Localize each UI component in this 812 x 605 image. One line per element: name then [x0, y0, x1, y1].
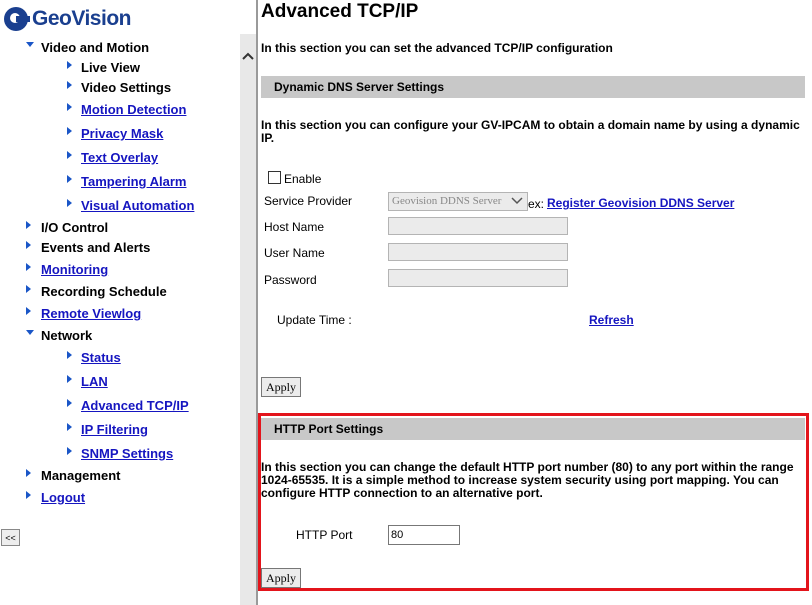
update-time-label: Update Time : [277, 313, 352, 327]
register-ddns-link[interactable]: Register Geovision DDNS Server [547, 196, 735, 210]
http-port-label: HTTP Port [296, 528, 353, 542]
caret-right-icon [67, 351, 72, 359]
sidebar-item-label: Events and Alerts [41, 240, 151, 255]
ddns-section-header [261, 76, 805, 98]
ddns-section-title: Dynamic DNS Server Settings [274, 80, 445, 94]
chevron-down-icon [511, 196, 523, 206]
brand-name: GeoVision [32, 7, 131, 30]
sidebar-item-label: LAN [81, 374, 108, 389]
page-title: Advanced TCP/IP [261, 1, 419, 22]
service-provider-select[interactable] [388, 192, 528, 211]
enable-checkbox[interactable] [268, 171, 281, 184]
sidebar-item-label: Motion Detection [81, 102, 187, 117]
password-label: Password [264, 273, 317, 287]
sidebar-item-label: Logout [41, 490, 86, 505]
sidebar-item-label: Remote Viewlog [41, 306, 142, 321]
http-section-title: HTTP Port Settings [274, 422, 384, 436]
http-port-field[interactable]: 80 [388, 525, 460, 545]
http-description: In this section you can change the default HTTP port number (80) to any port within the range 1024-65535. It is a simple method to increase system security using port mapping. You can configure HTTP connection to an alternative port. [261, 460, 794, 500]
caret-right-icon [26, 307, 31, 315]
geovision-logo [4, 4, 131, 34]
sidebar-item-label: Video Settings [81, 80, 172, 95]
user-name-label: User Name [264, 246, 325, 260]
service-provider-label: Service Provider [264, 194, 353, 208]
refresh-link[interactable]: Refresh [589, 313, 634, 327]
caret-right-icon [67, 447, 72, 455]
sidebar-item-label: Visual Automation [81, 198, 195, 213]
sidebar-item-label: Advanced TCP/IP [81, 398, 189, 413]
caret-right-icon [67, 151, 72, 159]
intro-text: In this section you can set the advanced TCP/IP configuration [261, 41, 613, 55]
caret-down-icon [26, 330, 34, 335]
service-provider-value: Geovision DDNS Server [392, 195, 502, 207]
caret-right-icon [67, 199, 72, 207]
caret-right-icon [26, 221, 31, 229]
sidebar-item-label: Status [81, 350, 121, 365]
caret-down-icon [26, 42, 34, 47]
sidebar-item-label: Monitoring [41, 262, 109, 277]
sidebar-item-label: Tampering Alarm [81, 174, 187, 189]
collapse-sidebar-button[interactable]: << [1, 529, 20, 546]
http-apply-button[interactable]: Apply [261, 568, 301, 588]
sidebar-scrollbar[interactable] [240, 34, 256, 605]
sidebar-item-label: Recording Schedule [41, 284, 167, 299]
scroll-up-arrow-icon[interactable] [240, 48, 256, 64]
caret-right-icon [67, 423, 72, 431]
caret-right-icon [67, 103, 72, 111]
sidebar-item-label: Network [41, 328, 93, 343]
sidebar-item-label: IP Filtering [81, 422, 148, 437]
caret-right-icon [26, 241, 31, 249]
enable-label: Enable [284, 172, 322, 186]
caret-right-icon [26, 469, 31, 477]
password-field[interactable] [388, 269, 568, 287]
caret-right-icon [26, 285, 31, 293]
caret-right-icon [67, 61, 72, 69]
geovision-logo-icon [4, 7, 28, 31]
ddns-apply-button[interactable]: Apply [261, 377, 301, 397]
caret-right-icon [26, 263, 31, 271]
user-name-field[interactable] [388, 243, 568, 261]
ex-label: ex: [528, 197, 545, 211]
caret-right-icon [67, 399, 72, 407]
sidebar-item-label: Management [41, 468, 121, 483]
sidebar-item-label: Text Overlay [81, 150, 159, 165]
sidebar-item-label: Privacy Mask [81, 126, 164, 141]
caret-right-icon [67, 81, 72, 89]
caret-right-icon [26, 491, 31, 499]
host-name-field[interactable] [388, 217, 568, 235]
host-name-label: Host Name [264, 220, 325, 234]
caret-right-icon [67, 127, 72, 135]
caret-right-icon [67, 175, 72, 183]
ddns-description: In this section you can configure your GV-IPCAM to obtain a domain name by using a dynamic IP. [261, 118, 800, 145]
sidebar-item-label: Video and Motion [41, 40, 150, 55]
sidebar-item-label: Live View [81, 60, 141, 75]
sidebar-item-label: I/O Control [41, 220, 109, 235]
http-section-header [261, 418, 805, 440]
caret-right-icon [67, 375, 72, 383]
sidebar-item-label: SNMP Settings [81, 446, 174, 461]
main-content [258, 0, 812, 605]
sidebar [0, 0, 240, 605]
